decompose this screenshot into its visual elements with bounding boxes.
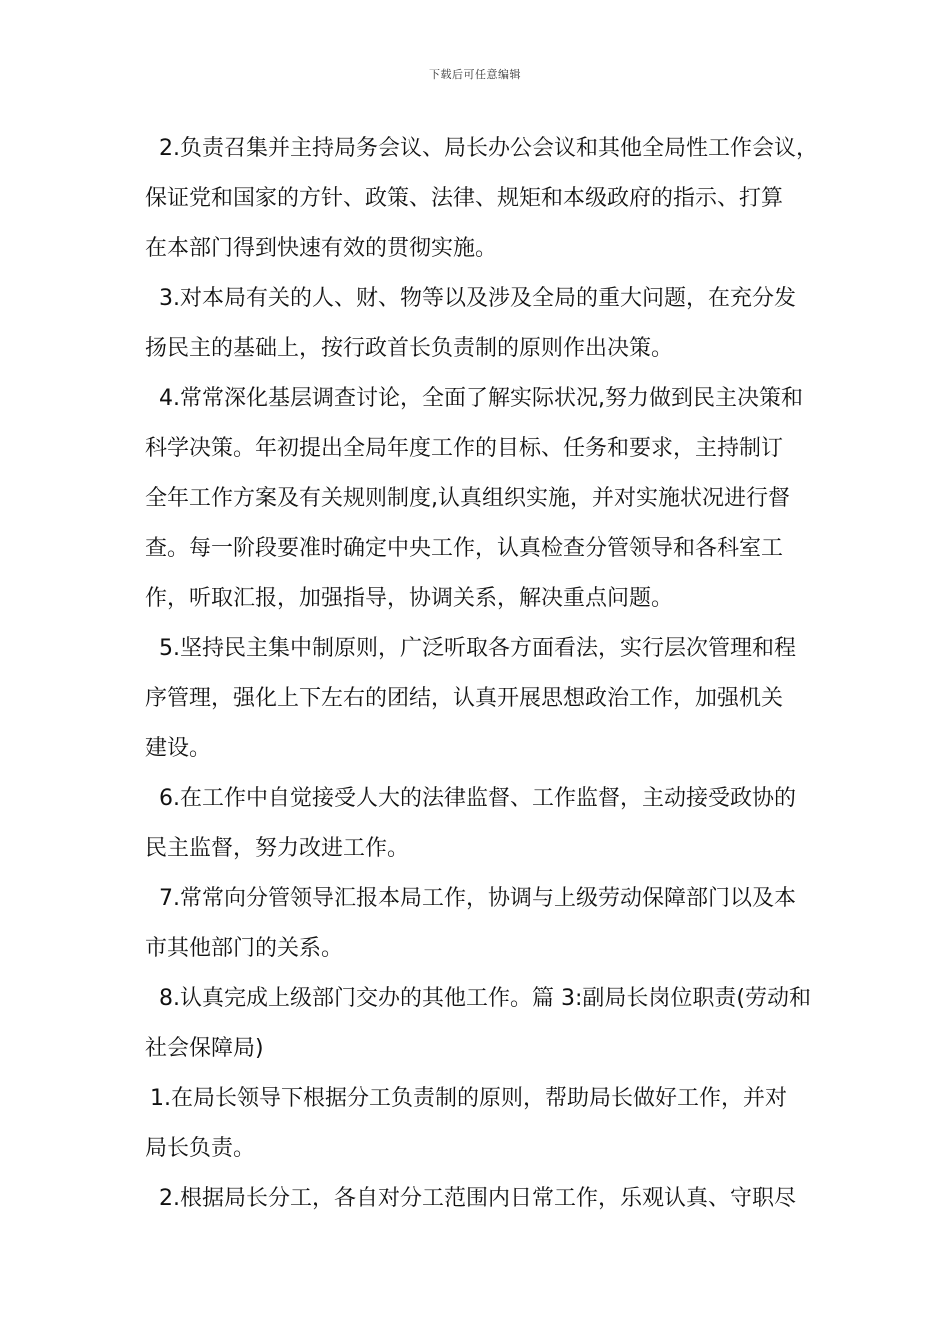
paragraph-line: 序管理，强化上下左右的团结，认真开展思想政治工作，加强机关	[145, 686, 784, 711]
document-body	[145, 124, 818, 1224]
paragraph-line: 保证党和国家的方针、政策、法律、规矩和本级政府的指示、打算	[145, 186, 784, 211]
paragraph-line: 7.常常向分管领导汇报本局工作，协调与上级劳动保障部门以及本	[159, 886, 796, 911]
paragraph-line: 科学决策。年初提出全局年度工作的目标、任务和要求，主持制订	[145, 436, 784, 461]
paragraph-line: 3.对本局有关的人、财、物等以及涉及全局的重大问题，在充分发	[159, 286, 796, 311]
page-header: 下载后可任意编辑	[429, 68, 521, 81]
paragraph-line: 扬民主的基础上，按行政首长负责制的原则作出决策。	[145, 336, 674, 361]
paragraph-line: 社会保障局)	[145, 1036, 264, 1061]
paragraph-line: 全年工作方案及有关规则制度,认真组织实施，并对实施状况进行督	[145, 486, 790, 511]
paragraph-line: 民主监督，努力改进工作。	[145, 836, 410, 861]
paragraph-line: 市其他部门的关系。	[145, 936, 344, 961]
paragraph-line: 2.根据局长分工，各自对分工范围内日常工作，乐观认真、守职尽	[159, 1186, 796, 1211]
paragraph-line: 5.坚持民主集中制原则，广泛听取各方面看法，实行层次管理和程	[159, 636, 796, 661]
paragraph-line: 查。每一阶段要准时确定中央工作，认真检查分管领导和各科室工	[145, 536, 784, 561]
paragraph-line: 局长负责。	[145, 1136, 256, 1161]
paragraph-line: 1.在局长领导下根据分工负责制的原则，帮助局长做好工作，并对	[150, 1086, 787, 1111]
paragraph-line: 2.负责召集并主持局务会议、局长办公会议和其他全局性工作会议，	[159, 136, 818, 161]
paragraph-line: 8.认真完成上级部门交办的其他工作。篇 3:副局长岗位职责(劳动和	[159, 986, 811, 1011]
paragraph-line: 在本部门得到快速有效的贯彻实施。	[145, 236, 498, 261]
paragraph-line: 6.在工作中自觉接受人大的法律监督、工作监督，主动接受政协的	[159, 786, 796, 811]
paragraph-line: 4.常常深化基层调查讨论，全面了解实际状况,努力做到民主决策和	[159, 386, 803, 411]
paragraph-line: 作，听取汇报，加强指导，协调关系，解决重点问题。	[145, 586, 674, 611]
paragraph-line: 建设。	[145, 736, 212, 761]
